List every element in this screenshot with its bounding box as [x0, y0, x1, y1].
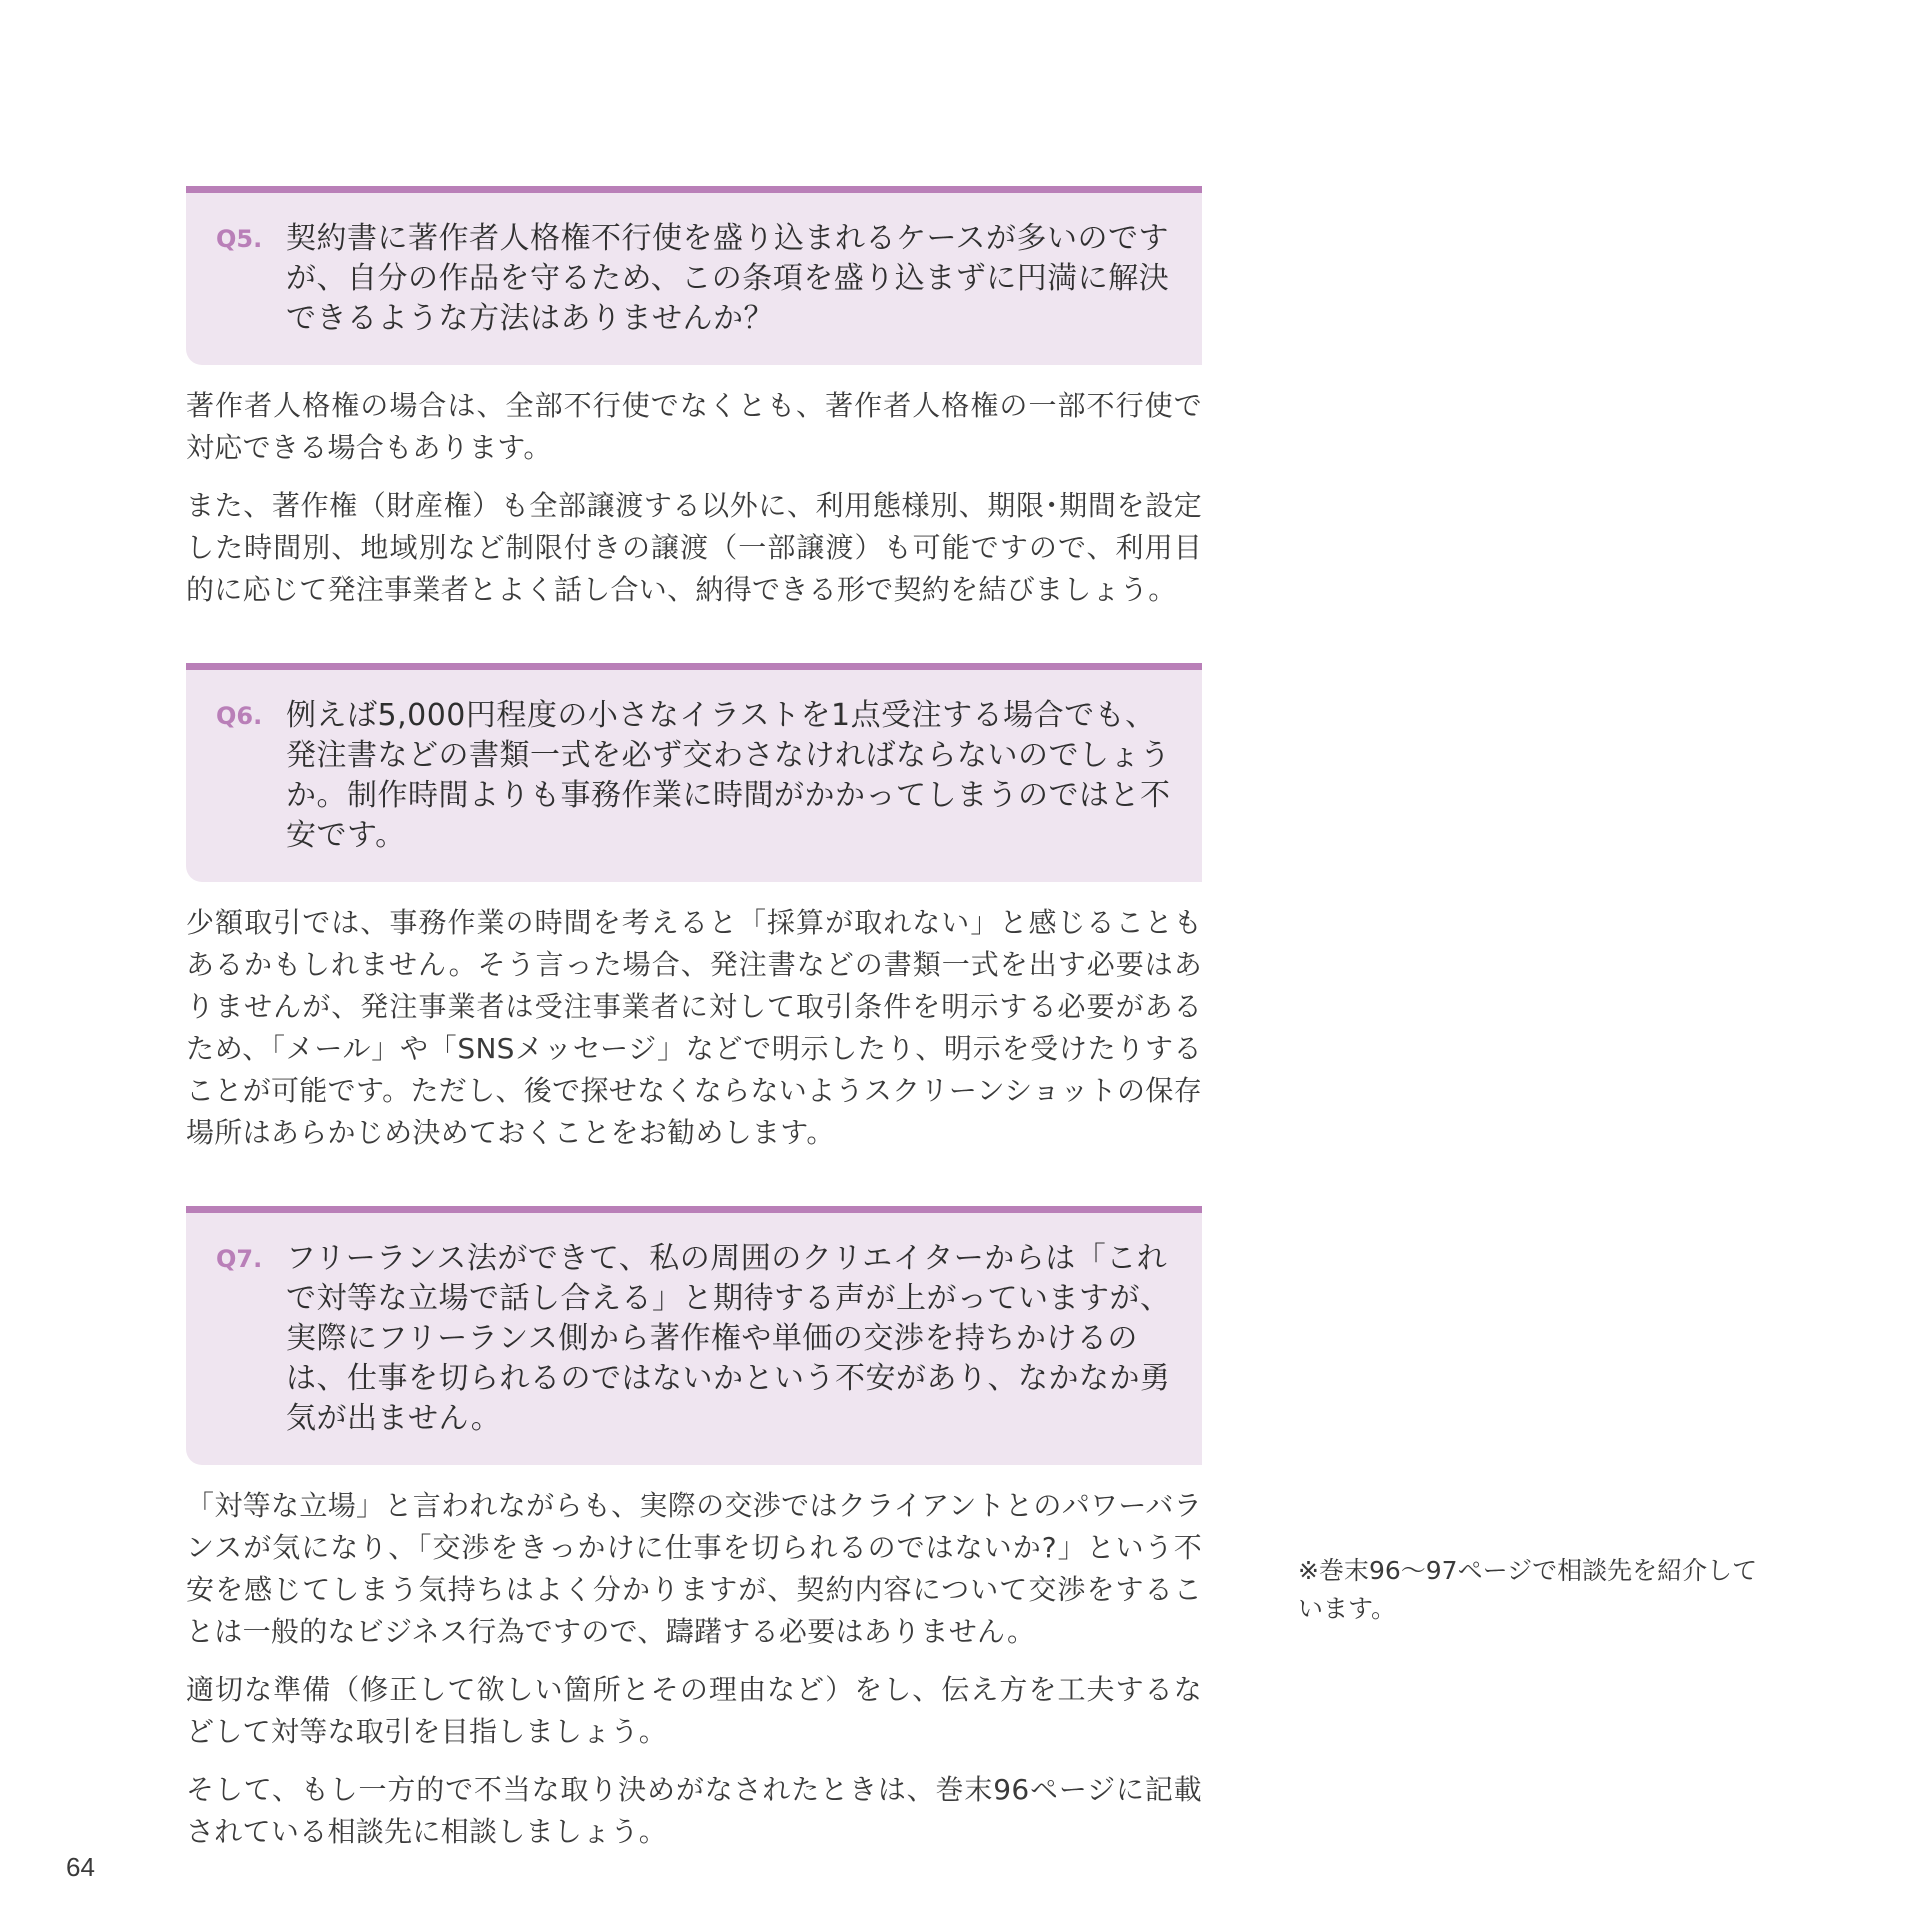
qa-block-q6: [186, 663, 1202, 1154]
qa-block-q5: [186, 186, 1202, 611]
answer-paragraph: そして、もし一方的で不当な取り決めがなされたときは、巻末96ページに記載されている相談先に相談しましょう。: [186, 1773, 1202, 1848]
question-box: [186, 186, 1202, 365]
question-text: 契約書に著作者人格権不行使を盛り込まれるケースが多いのですが、自分の作品を守るため、この条項を盛り込まずに円満に解決できるような方法はありませんか？: [286, 221, 1170, 336]
answer: [186, 902, 1202, 1154]
answer-paragraph: 「対等な立場」と言われながらも、実際の交渉ではクライアントとのパワーバランスが気になり、「交渉をきっかけに仕事を切られるのではないか?」という不安を感じてしまう気持ちはよく分かりますが、契約内容について交渉をすることは一般的なビジネス行為ですので、躊躇する必要はありません。: [186, 1489, 1202, 1648]
question-box: [186, 663, 1202, 882]
question-box: [186, 1206, 1202, 1465]
answer-paragraph: 少額取引では、事務作業の時間を考えると「採算が取れない」と感じることもあるかもしれません。そう言った場合、発注書などの書類一式を出す必要はありませんが、発注事業者は受注事業者に対して取引条件を明示する必要があるため、「メール」や「SNSメッセージ」などで明示したり、明示を受けたりすることが可能です。ただし、後で探せなくならないようスクリーンショットの保存場所はあらかじめ決めておくことをお勧めします。: [186, 906, 1202, 1149]
question-label: Q5.: [216, 225, 263, 253]
question-label: Q7.: [216, 1245, 263, 1273]
question-label: Q6.: [216, 702, 263, 730]
main-column: [186, 186, 1202, 1905]
answer-paragraph: 著作者人格権の場合は、全部不行使でなくとも、著作者人格権の一部不行使で対応できる場合もあります。: [186, 389, 1202, 464]
qa-block-q7: [186, 1206, 1202, 1853]
side-note: ※巻末96〜97ページで相談先を紹介しています。: [1298, 1556, 1758, 1623]
answer: [186, 385, 1202, 611]
answer-paragraph: また、著作権（財産権）も全部譲渡する以外に、利用態様別、期限･期間を設定した時間別、地域別など制限付きの譲渡（一部譲渡）も可能ですので、利用目的に応じて発注事業者とよく話し合い、納得できる形で契約を結びましょう。: [186, 489, 1202, 606]
question-text: フリーランス法ができて、私の周囲のクリエイターからは「これで対等な立場で話し合える」と期待する声が上がっていますが、実際にフリーランス側から著作権や単価の交渉を持ちかけるのは、仕事を切られるのではないかという不安があり、なかなか勇気が出ません。: [286, 1241, 1171, 1436]
question-text: 例えば5,000円程度の小さなイラストを1点受注する場合でも、発注書などの書類一式を必ず交わさなければならないのでしょうか。制作時間よりも事務作業に時間がかかってしまうのではと不安です。: [286, 698, 1171, 853]
answer-paragraph: 適切な準備（修正して欲しい箇所とその理由など）をし、伝え方を工夫するなどして対等な取引を目指しましょう。: [186, 1673, 1202, 1748]
answer: [186, 1485, 1202, 1853]
page-number: 64: [66, 1852, 95, 1882]
